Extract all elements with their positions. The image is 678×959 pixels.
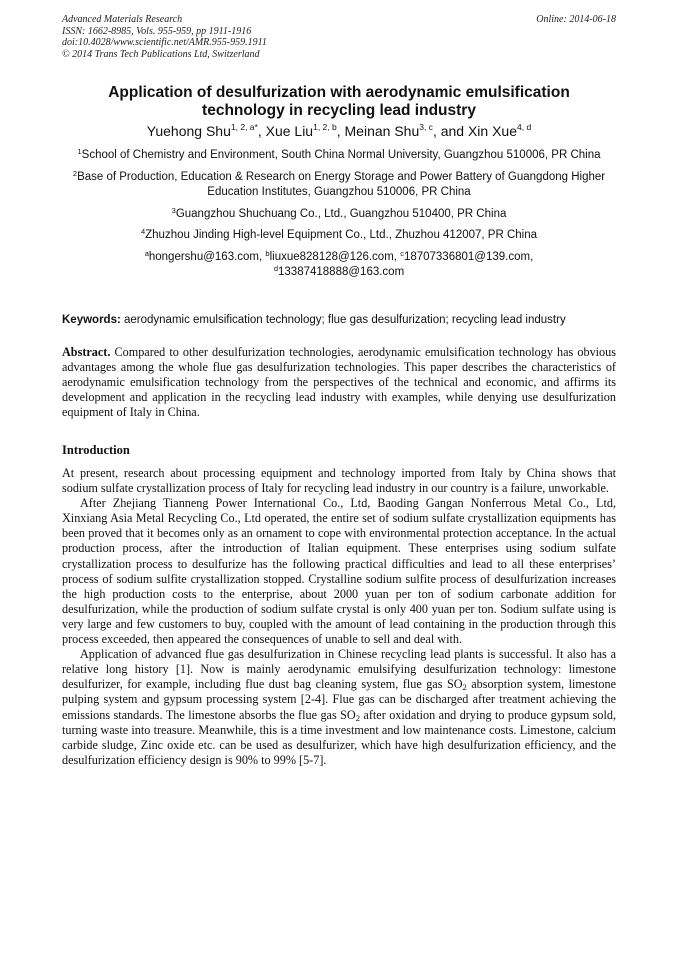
email-link[interactable]: 13387418888@163.com: [278, 266, 405, 278]
author-name: Meinan Shu: [344, 123, 420, 139]
email-marker: c: [400, 248, 404, 258]
paragraph-text: Application of advanced flue gas desulfurization in Chinese recycling lead plants is successful. It also has a relative long history [1]. Now is mainly aerodynamic emulsifying desulfurization technology: limestone desulfurizer, for example, including flue dust bag cleaning system, flue gas SO: [62, 647, 616, 692]
copyright-line: © 2014 Trans Tech Publications Ltd, Switzerland: [62, 48, 260, 60]
keywords-text: aerodynamic emulsification technology; flue gas desulfurization; recycling lead industry: [120, 314, 566, 326]
paragraph-text: after oxidation and drying to produce gypsum sold, turning waste into treasure. Meanwhile, this is a time investment and low maintenance costs. Limestone, calcium carbide sludge, Zinc oxide etc. can be used as desulfurizer, which have high desulfurization efficiency, and the desulfurization efficiency design is 90% to 99% [5-7].: [62, 707, 617, 767]
keywords: [62, 313, 616, 328]
affiliation: [62, 170, 616, 201]
affiliation-text: Guangzhou Shuchuang Co., Ltd., Guangzhou 510400, PR China: [175, 207, 507, 220]
author-name: Yuehong Shu: [146, 123, 231, 139]
affiliation-text: Base of Production, Education & Research on Energy Storage and Power Battery of Guangdong Higher Education Institutes, Guangzhou 510006, PR China: [77, 170, 606, 198]
email-marker: d: [273, 264, 279, 273]
abstract-text: Compared to other desulfurization technologies, aerodynamic emulsification technology has obvious advantages among the whole flue gas desulfurization technologies. This paper describes the characteristics of aerodynamic emulsification technology from the perspectives of the technical and economic, and affirms its development and application in the recycling lead industry with examples, while denying use desulfurization equipment of Italy in China.: [62, 345, 616, 420]
paragraph: At present, research about processing equipment and technology imported from Italy by China shows that sodium sulfate crystallization process of Italy for recycling lead industry in our country is a failure, unworkable.: [62, 466, 616, 496]
author-affiliation-marker: 1, 2, a*: [230, 122, 258, 132]
email-link[interactable]: liuxue828128@126.com: [269, 250, 394, 263]
author-affiliation-marker: 1, 2, b: [313, 122, 337, 132]
affiliation-text: School of Chemistry and Environment, South China Normal University, Guangzhou 510006, PR China: [81, 149, 601, 161]
paper-title: [62, 84, 616, 120]
affiliation-marker: 1: [77, 147, 82, 156]
journal-header: [62, 14, 267, 60]
online-date: Online: 2014-06-18: [536, 14, 616, 25]
email-marker: b: [265, 248, 270, 258]
author-separator: ,: [336, 123, 345, 139]
email-link[interactable]: 18707336801@139.com: [403, 250, 531, 263]
doi-line: doi:10.4028/www.scientific.net/AMR.955-959.1911: [62, 37, 267, 48]
author-name: Xin Xue: [467, 123, 518, 139]
subscript: 2: [355, 712, 360, 723]
author-affiliation-marker: 3, c: [419, 122, 433, 132]
title-line-1: Application of desulfurization with aerodynamic emulsification: [108, 84, 570, 101]
section-heading-introduction: Introduction: [62, 443, 130, 457]
abstract: [62, 345, 616, 420]
abstract-label: Abstract.: [62, 345, 111, 359]
affiliation: [62, 207, 616, 223]
journal-name: Advanced Materials Research: [62, 14, 183, 25]
author-separator: , and: [432, 123, 468, 139]
affiliation-marker: 3: [171, 205, 176, 215]
email-link[interactable]: hongershu@163.com: [148, 250, 260, 263]
author-affiliation-marker: 4, d: [517, 122, 532, 132]
paragraph-text: absorption system, limestone pulping system and gypsum processing system [2-4]. Flue gas can be discharged after treatment achieving the emissions standards. The limestone absorbs the flue gas SO: [62, 677, 616, 722]
issn-line: ISSN: 1662-8985, Vols. 955-959, pp 1911-1916: [62, 25, 252, 37]
title-line-2: technology in recycling lead industry: [202, 102, 476, 119]
affiliation-marker: 2: [72, 168, 78, 178]
subscript: 2: [462, 682, 467, 693]
keywords-label: Keywords:: [62, 314, 121, 326]
paragraph: [62, 647, 616, 768]
affiliation-list: [62, 148, 616, 281]
author-name: Xue Liu: [265, 123, 314, 139]
introduction-body: [62, 466, 616, 768]
email-list: $^a$hongershu@163.com, $^b$liuxue828128@126.com, $^c$18707336801@139.com, $^d$13387418888@163.com: [144, 248, 534, 278]
affiliation: [62, 228, 616, 244]
author-list: [62, 122, 616, 140]
affiliation: [62, 148, 616, 164]
email-marker: a: [144, 248, 149, 258]
author-separator: ,: [257, 123, 266, 139]
affiliation-marker: 4: [140, 227, 146, 236]
affiliation-text: Zhuzhou Jinding High-level Equipment Co., Ltd., Zhuzhou 412007, PR China: [145, 229, 538, 241]
paragraph: After Zhejiang Tianneng Power International Co., Ltd, Baoding Gangan Nonferrous Metal Co., Ltd, Xinxiang Asia Metal Recycling Co., Ltd operated, the entire set of sodium sulfate crystallization equipments has been proved that it becomes only as an ornament to cope with environmental protection acceptance. In the actual production process, after the introduction of Italian equipment. These enterprises using sodium sulfate crystallization process to desulfurize has the following practical difficulties and lead to all these enterprises’ process of sodium sulfite crystallization stopped. Crystalline sodium sulfite process of desulfurization increases the high production costs to the enterprise, about 2000 yuan per ton of sodium carbonate addition for desulfurization, while the production of sodium sulfate crystal is only 400 yuan per ton. Sodium sulfate using is very large and few customers to buy, coupled with the amount of lead containing in the production through this process exceeded, then appeared the consequences of unable to sell and deal with.: [62, 496, 616, 647]
